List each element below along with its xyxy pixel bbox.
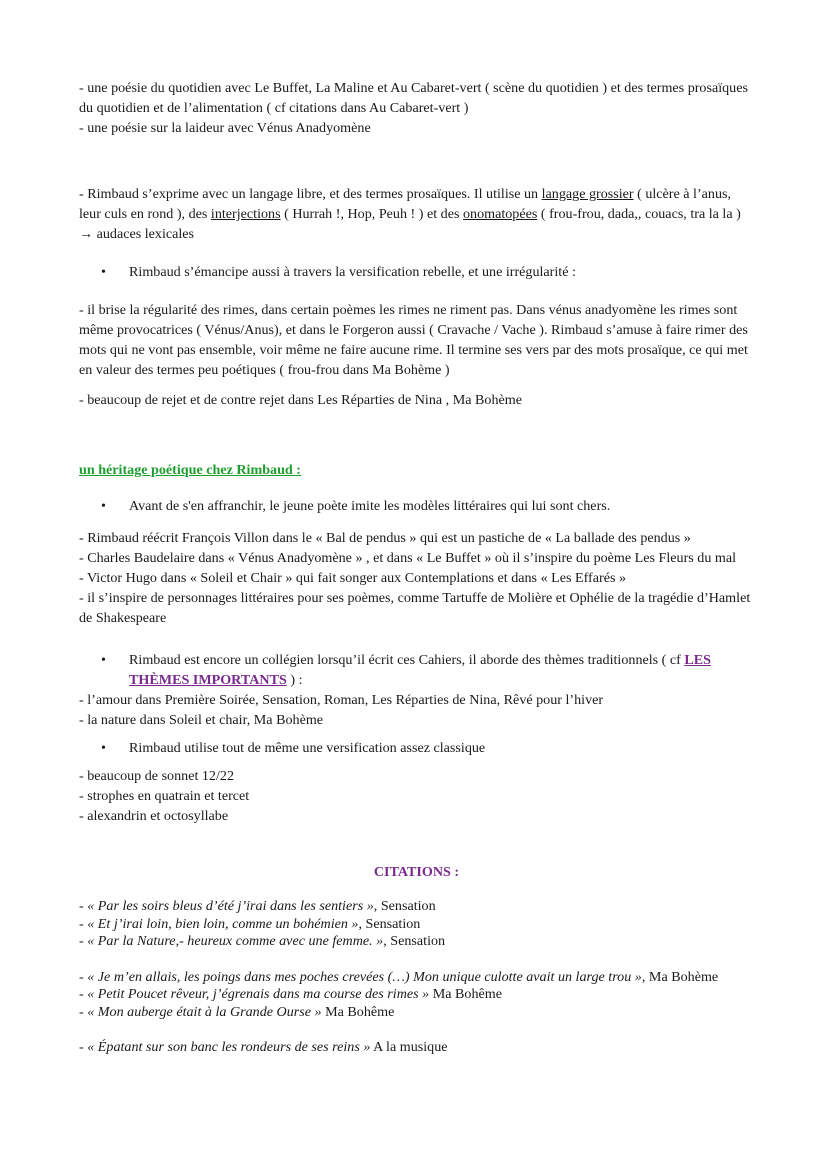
citation-item: - « Mon auberge était à la Grande Ourse » Ma Bohême [79, 1003, 395, 1020]
link-themes-importants[interactable]: LES THÈMES IMPORTANTS [129, 652, 711, 688]
term-interjections: interjections [210, 206, 281, 222]
heading-heritage: un héritage poétique chez Rimbaud : [79, 462, 301, 478]
citations-title: CITATIONS : [373, 864, 460, 880]
citations-group-sensation [79, 898, 754, 951]
versif-sonnet: - beaucoup de sonnet 12/22 [79, 768, 234, 784]
versif-metres: - alexandrin et octosyllabe [79, 808, 229, 824]
document-page [79, 78, 754, 1057]
citation-item: - « Par les soirs bleus d’été j’irai dans les sentiers », Sensation [79, 898, 436, 914]
heritage-hugo: - Victor Hugo dans « Soleil et Chair » qui fait songer aux Contemplations et dans « Les Effarés » [79, 570, 627, 586]
bullet-themes-traditionnels: • Rimbaud est encore un collégien lorsqu’il écrit ces Cahiers, il aborde des thèmes traditionnels ( cf LES THÈMES IMPORTANTS ) : [101, 652, 711, 688]
paragraph-laideur: - une poésie sur la laideur avec Vénus Anadyomène [79, 120, 371, 136]
term-langage-grossier: langage grossier [541, 186, 634, 202]
versif-strophes: - strophes en quatrain et tercet [79, 788, 250, 804]
bullet-dot-icon: • [101, 652, 106, 668]
bullet-dot-icon: • [101, 264, 106, 280]
citation-item: - « Je m’en allais, les poings dans mes poches crevées (…) Mon unique culotte avait un large trou », Ma Bohème [79, 968, 719, 985]
theme-nature: - la nature dans Soleil et chair, Ma Bohème [79, 712, 324, 728]
citations-group-boheme [79, 969, 754, 1022]
citations-group-musique [79, 1039, 754, 1057]
bullet-versification-classique: • Rimbaud utilise tout de même une versification assez classique [101, 740, 486, 756]
term-onomatopees: onomatopées [462, 206, 538, 222]
paragraph-quotidien: - une poésie du quotidien avec Le Buffet, La Maline et Au Cabaret-vert ( scène du quotidien ) et des termes prosaïques du quotidien et de l’alimentation ( cf citations dans Au Cabaret-vert ) [79, 80, 748, 116]
bullet-imitation: • Avant de s'en affranchir, le jeune poète imite les modèles littéraires qui lui sont chers. [101, 498, 611, 514]
citation-item: - « Épatant sur son banc les rondeurs de ses reins » A la musique [79, 1039, 448, 1055]
paragraph-rimes: - il brise la régularité des rimes, dans certain poèmes les rimes ne riment pas. Dans vénus anadyomène les rimes sont même provocatrices ( Vénus/Anus), et dans le Forgeron aussi ( Cravache / Vache ). Rimbaud s’amuse à faire rimer des mots qui ne vont pas ensemble, voir même ne faire aucune rime. Il termine ses vers par des mots prosaïque, ce qui met en valeur des termes peu poétiques ( frou-frou dans Ma Bohème ) [79, 302, 748, 378]
citation-item: - « Par la Nature,- heureux comme avec une femme. », Sensation [79, 933, 446, 949]
heritage-villon: - Rimbaud réécrit François Villon dans le « Bal de pendus » qui est un pastiche de « La ballade des pendus » [79, 530, 691, 546]
paragraph-langage: - Rimbaud s’exprime avec un langage libre, et des termes prosaïques. Il utilise un langage grossier ( ulcère à l’anus, leur culs en rond ), des interjections ( Hurrah !, Hop, Peuh ! ) et des onomatopées ( frou-frou, dada,, couacs, tra la la ) → audaces lexicales [79, 186, 741, 242]
heritage-personnages: - il s’inspire de personnages littéraires pour ses poèmes, comme Tartuffe de Molière et Ophélie de la tragédie d’Hamlet de Shakespeare [79, 590, 751, 626]
paragraph-rejet: - beaucoup de rejet et de contre rejet dans Les Réparties de Nina , Ma Bohème [79, 392, 522, 408]
heritage-baudelaire: - Charles Baudelaire dans « Vénus Anadyomène » , et dans « Le Buffet » où il s’inspire du poème Les Fleurs du mal [79, 550, 737, 566]
bullet-dot-icon: • [101, 498, 106, 514]
citation-item: - « Petit Poucet rêveur, j’égrenais dans ma course des rimes » Ma Bohême [79, 986, 502, 1002]
citation-item: - « Et j’irai loin, bien loin, comme un bohémien », Sensation [79, 915, 421, 932]
bullet-versification-rebelle: • Rimbaud s’émancipe aussi à travers la versification rebelle, et une irrégularité : [101, 264, 576, 280]
theme-amour: - l’amour dans Première Soirée, Sensation, Roman, Les Réparties de Nina, Rêvé pour l’hiver [79, 692, 604, 708]
bullet-dot-icon: • [101, 740, 106, 756]
